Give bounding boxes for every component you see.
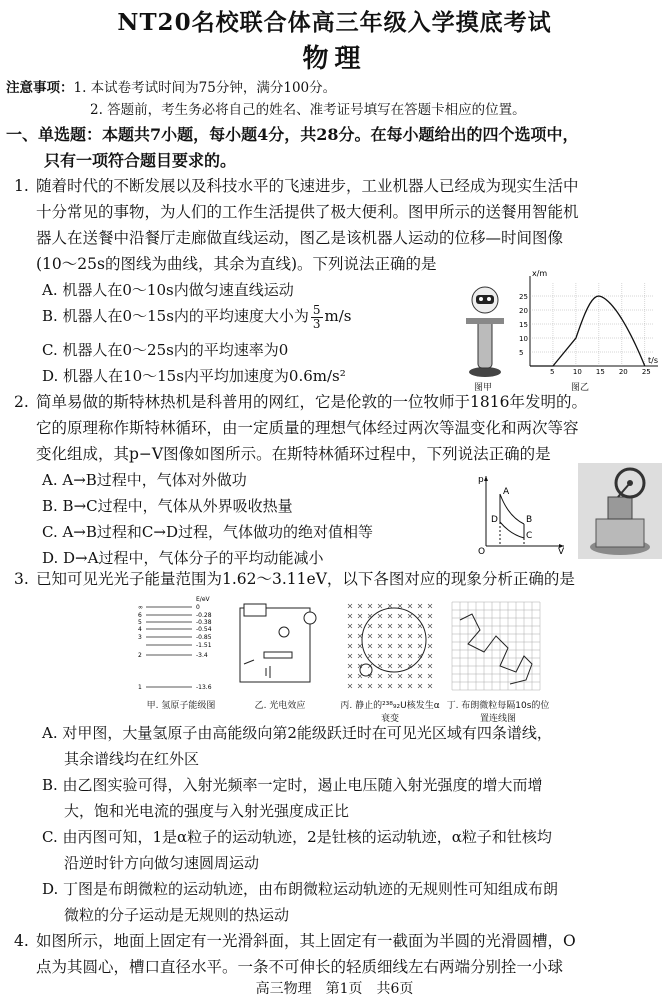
field-cross <box>378 624 382 628</box>
pv-point-d: D <box>491 515 498 525</box>
field-cross <box>348 674 352 678</box>
x-tick-label: 10 <box>572 368 582 376</box>
q1-number: 1. <box>14 177 29 195</box>
field-cross <box>408 654 412 658</box>
x-tick-label: 20 <box>618 368 628 376</box>
q3-number: 3. <box>14 570 29 588</box>
fig4-caption: 丁. 布朗微粒每隔10s的位置连线图 <box>446 701 550 724</box>
field-cross <box>418 644 422 648</box>
energy-level-n: ∞ <box>138 604 143 611</box>
field-cross <box>378 604 382 608</box>
y-tick-label: 10 <box>519 335 528 343</box>
field-cross <box>418 634 422 638</box>
q2-text-1: 简单易做的斯特林热机是科普用的网红，它是伦敦的一位牧师于1816年发明的。 <box>36 393 587 411</box>
field-cross <box>358 654 362 658</box>
field-cross <box>378 634 382 638</box>
field-cross <box>388 674 392 678</box>
field-cross <box>348 654 352 658</box>
q3-option-a-line2: 其余谱线均在红外区 <box>64 750 200 768</box>
x-tick-label: 25 <box>641 368 651 376</box>
energy-level-n: 4 <box>138 626 142 633</box>
field-cross <box>348 644 352 648</box>
q1-option-d: D. 机器人在10～15s内平均加速度为0.6m/s² <box>42 367 346 385</box>
q1-line2: 十分常见的事物，为人们的工作生活提供了极大便利。图甲所示的送餐用智能机 <box>36 203 579 221</box>
q3-option-c-line2: 沿逆时针方向做匀速圆周运动 <box>64 854 260 872</box>
q3-option-c-line1: C. 由丙图可知，1是α粒子的运动轨迹，2是钍核的运动轨迹，α粒子和钍核均 <box>42 828 552 846</box>
brownian-motion-figure <box>450 600 542 692</box>
field-cross <box>358 634 362 638</box>
field-cross <box>398 664 402 668</box>
q1-option-b-fraction <box>311 304 323 331</box>
q1-line4: (10～25s的图线为曲线，其余为直线)。下列说法正确的是 <box>36 255 437 273</box>
field-cross <box>418 614 422 618</box>
energy-level-value: -0.85 <box>196 634 212 641</box>
pv-origin-label: O <box>478 547 486 554</box>
field-cross <box>388 644 392 648</box>
fig1-caption: 甲. 氢原子能级图 <box>146 701 216 711</box>
hydrogen-energy-level-figure <box>136 595 226 695</box>
field-cross <box>408 604 412 608</box>
field-cross <box>348 664 352 668</box>
field-cross <box>388 604 392 608</box>
y-axis-label: x/m <box>532 269 548 278</box>
fraction-numerator: 5 <box>312 302 321 317</box>
energy-level-n: 1 <box>138 684 142 691</box>
energy-unit-label: E/eV <box>196 596 210 603</box>
energy-level-value: -0.28 <box>196 612 212 619</box>
pv-point-c: C <box>526 531 533 541</box>
q1-line3: 器人在送餐中沿餐厅走廊做直线运动，图乙是该机器人运动的位移—时间图像 <box>36 229 564 247</box>
field-cross <box>408 684 412 688</box>
q1-option-b-text: B. 机器人在0～15s内的平均速度大小为 <box>42 307 309 325</box>
field-cross <box>398 634 402 638</box>
pv-v-label: V <box>558 547 565 554</box>
field-cross <box>428 614 432 618</box>
pv-point-a: A <box>503 487 510 497</box>
field-cross <box>428 684 432 688</box>
field-cross <box>398 604 402 608</box>
field-cross <box>388 664 392 668</box>
q2-option-b: B. B→C过程中，气体从外界吸收热量 <box>42 497 293 515</box>
field-cross <box>358 624 362 628</box>
q4-line2: 点为其圆心，槽口直径水平。一条不可伸长的轻质细线左右两端分别拴一小球 <box>36 958 564 976</box>
q2-line2: 它的原理称作斯特林循环，由一定质量的理想气体经过两次等温变化和两次等容 <box>36 419 579 437</box>
exam-subject: 物理 <box>302 44 367 74</box>
field-cross <box>368 624 372 628</box>
notes-line-1 <box>6 78 336 98</box>
notes-label: 注意事项： <box>6 80 74 96</box>
field-cross <box>388 614 392 618</box>
alpha-decay-figure <box>344 600 436 692</box>
field-cross <box>348 624 352 628</box>
q1-option-b <box>42 303 352 331</box>
q2-option-d: D. D→A过程中，气体分子的平均动能减小 <box>42 549 324 567</box>
section1-line2: 只有一项符合题目要求的。 <box>44 151 237 170</box>
field-cross <box>368 684 372 688</box>
field-cross <box>388 624 392 628</box>
q4-text-1: 如图所示，地面上固定有一光滑斜面，其上固定有一截面为半圆的光滑圆槽，O <box>36 932 576 950</box>
field-cross <box>358 644 362 648</box>
field-cross <box>368 634 372 638</box>
robot-figure <box>460 280 510 380</box>
field-cross <box>348 634 352 638</box>
section1-line1: 一、单选题：本题共7小题，每小题4分，共28分。在每小题给出的四个选项中， <box>6 125 579 144</box>
energy-level-n: 6 <box>138 612 142 619</box>
field-cross <box>418 684 422 688</box>
field-cross <box>348 614 352 618</box>
q3-option-b-line1: B. 由乙图实验可得，入射光频率一定时，遏止电压随入射光强度的增大而增 <box>42 776 543 794</box>
q2-option-a: A. A→B过程中，气体对外做功 <box>42 471 247 489</box>
stirling-engine-photo <box>578 463 662 559</box>
q2-option-c: C. A→B过程和C→D过程，气体做功的绝对值相等 <box>42 523 373 541</box>
field-cross <box>378 664 382 668</box>
q2-line3: 变化组成，其p−V图像如图所示。在斯特林循环过程中，下列说法正确的是 <box>36 445 551 463</box>
field-cross <box>428 664 432 668</box>
q3-option-d-line1: D. 丁图是布朗微粒的运动轨迹，由布朗微粒运动轨迹的无规则性可知组成布朗 <box>42 880 559 898</box>
field-cross <box>388 684 392 688</box>
q1-line1 <box>14 173 659 199</box>
pv-point-b: B <box>526 515 533 525</box>
q1-option-c: C. 机器人在0～25s内的平均速率为0 <box>42 341 289 359</box>
notes-item-1: 1. 本试卷考试时间为75分钟，满分100分。 <box>73 80 337 96</box>
fig3-caption: 丙. 静止的²³⁸₉₂U核发生α衰变 <box>340 701 440 724</box>
chart-caption: 图乙 <box>570 383 589 393</box>
field-cross <box>408 644 412 648</box>
field-cross <box>428 624 432 628</box>
notes-item-2: 2. 答题前，考生务必将自己的姓名、准考证号填写在答题卡相应的位置。 <box>90 102 526 118</box>
q2-line1 <box>14 389 659 415</box>
energy-level-n: 5 <box>138 619 142 626</box>
field-cross <box>358 684 362 688</box>
fraction-denominator: 3 <box>312 316 321 331</box>
pv-p-label: p <box>478 475 484 485</box>
energy-level-value: -3.4 <box>196 652 208 659</box>
page-footer: 高三物理 第1页 共6页 <box>255 981 414 997</box>
energy-level-n: 3 <box>138 634 142 641</box>
q3-option-d-line2: 微粒的分子运动是无规则的热运动 <box>64 906 290 924</box>
field-cross <box>428 604 432 608</box>
displacement-time-chart <box>512 268 662 380</box>
field-cross <box>398 624 402 628</box>
field-cross <box>418 664 422 668</box>
exam-title: NT20名校联合体高三年级入学摸底考试 <box>117 9 552 36</box>
q4-line1 <box>14 928 659 954</box>
field-cross <box>428 674 432 678</box>
field-cross <box>408 624 412 628</box>
q4-number: 4. <box>14 932 29 950</box>
energy-level-value: -1.51 <box>196 642 212 649</box>
field-cross <box>398 654 402 658</box>
field-cross <box>368 654 372 658</box>
x-axis-label: t/s <box>648 356 658 365</box>
xt-series-line <box>530 296 645 366</box>
q3-option-b-line2: 大，饱和光电流的强度与入射光强度成正比 <box>64 802 350 820</box>
q1-text-1: 随着时代的不断发展以及科技水平的飞速进步，工业机器人已经成为现实生活中 <box>36 177 579 195</box>
field-cross <box>398 644 402 648</box>
field-cross <box>378 684 382 688</box>
q1-option-a: A. 机器人在0～10s内做匀速直线运动 <box>42 281 294 299</box>
energy-level-value: -13.6 <box>196 684 212 691</box>
field-cross <box>378 674 382 678</box>
field-cross <box>428 634 432 638</box>
q2-number: 2. <box>14 393 29 411</box>
energy-level-n: 2 <box>138 652 142 659</box>
field-cross <box>388 634 392 638</box>
energy-level-value: 0 <box>196 604 200 611</box>
y-tick-label: 20 <box>519 307 528 315</box>
robot-caption: 图甲 <box>473 383 492 393</box>
field-cross <box>428 644 432 648</box>
field-cross <box>378 644 382 648</box>
q1-option-b-unit: m/s <box>324 307 352 325</box>
energy-level-value: -0.38 <box>196 619 212 626</box>
field-cross <box>358 614 362 618</box>
field-cross <box>398 674 402 678</box>
field-cross <box>348 684 352 688</box>
field-cross <box>378 614 382 618</box>
field-cross <box>378 654 382 658</box>
field-cross <box>368 604 372 608</box>
field-cross <box>408 634 412 638</box>
field-cross <box>418 674 422 678</box>
energy-level-value: -0.54 <box>196 626 212 633</box>
pv-diagram <box>478 472 568 554</box>
q3-option-a-line1: A. 对甲图，大量氢原子由高能级向第2能级跃迁时在可见光区域有四条谱线， <box>42 724 552 742</box>
field-cross <box>358 604 362 608</box>
field-cross <box>398 614 402 618</box>
field-cross <box>388 654 392 658</box>
photoelectric-circuit-figure <box>236 602 324 692</box>
field-cross <box>408 614 412 618</box>
x-tick-label: 15 <box>595 368 605 376</box>
field-cross <box>408 674 412 678</box>
q3-text-1: 已知可见光光子能量范围为1.62～3.11eV，以下各图对应的现象分析正确的是 <box>36 570 575 588</box>
y-tick-label: 5 <box>519 349 524 357</box>
field-cross <box>418 624 422 628</box>
q3-line1 <box>14 566 659 592</box>
field-cross <box>418 604 422 608</box>
field-cross <box>398 684 402 688</box>
y-tick-label: 15 <box>519 321 528 329</box>
x-tick-label: 5 <box>549 368 555 376</box>
field-cross <box>428 654 432 658</box>
y-tick-label: 25 <box>519 293 528 301</box>
field-cross <box>348 604 352 608</box>
field-cross <box>368 644 372 648</box>
field-cross <box>358 674 362 678</box>
fig2-caption: 乙. 光电效应 <box>254 701 306 711</box>
